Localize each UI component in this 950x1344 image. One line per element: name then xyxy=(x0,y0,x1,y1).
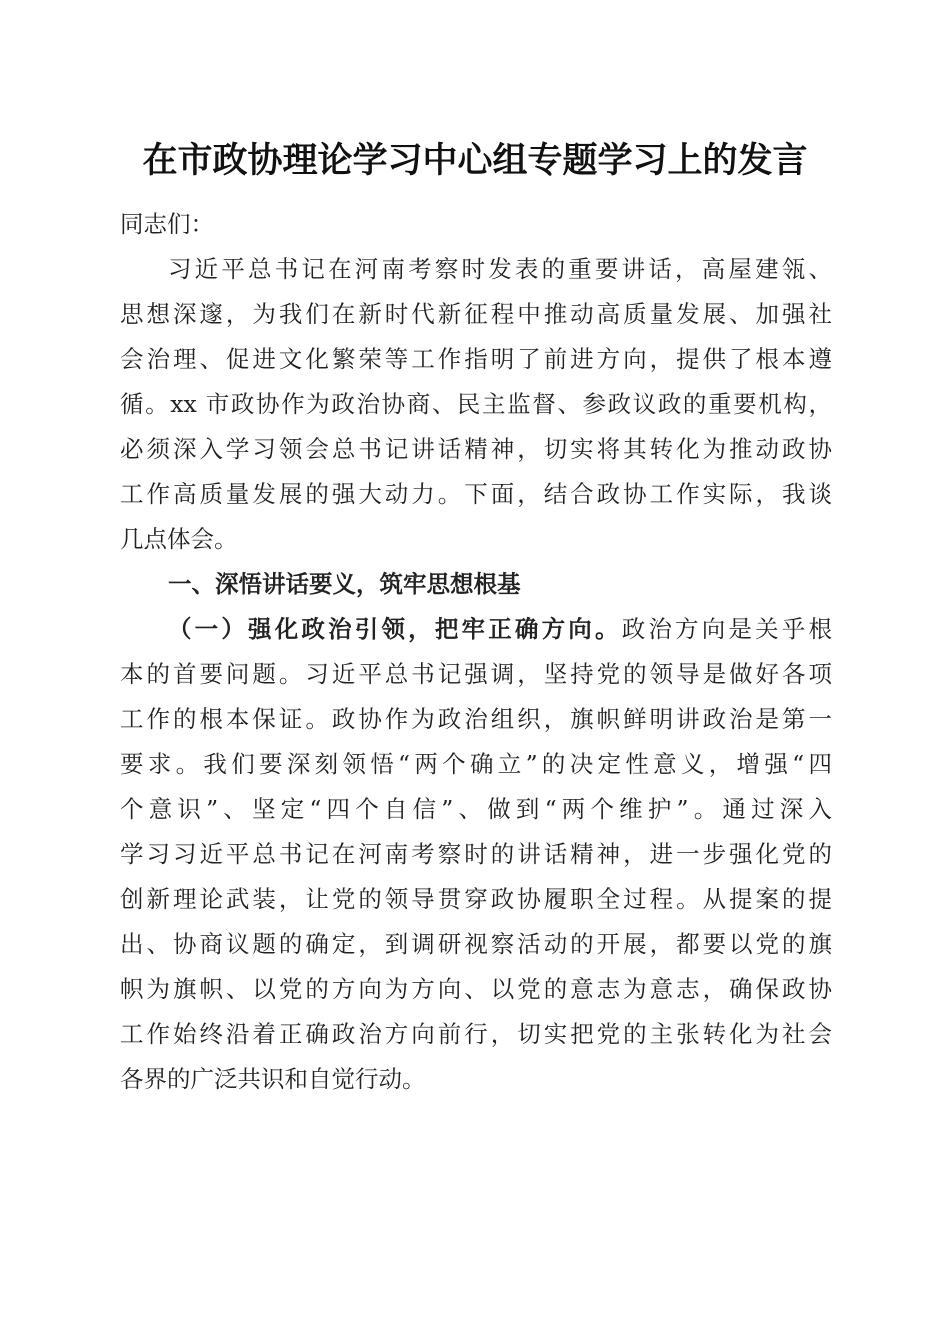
subsection-first-line xyxy=(120,607,832,652)
subsection-line-7: 创新理论武装，让党的领导贯穿政协履职全过程。从提案的提 xyxy=(120,885,832,913)
intro-line-2: 思想深邃，为我们在新时代新征程中推动高质量发展、加强社 xyxy=(120,300,832,328)
subsection-title: （一）强化政治引领，把牢正确方向。 xyxy=(168,615,622,643)
subsection-line-5: 个意识”、坚定“四个自信”、做到“两个维护”。通过深入 xyxy=(120,795,832,823)
subsection-line-10: 工作始终沿着正确政治方向前行，切实把党的主张转化为社会 xyxy=(120,1020,832,1048)
subsection-first-line-rest: 政治方向是关乎根 xyxy=(621,615,832,643)
subsection-line-4: 要求。我们要深刻领悟“两个确立”的决定性意义，增强“四 xyxy=(120,750,832,778)
subsection-line-3: 工作的根本保证。政协作为政治组织，旗帜鲜明讲政治是第一 xyxy=(120,705,832,733)
subsection-line-11: 各界的广泛共识和自觉行动。 xyxy=(120,1065,426,1093)
intro-line-7: 几点体会。 xyxy=(120,525,238,553)
intro-line-5: 必须深入学习领会总书记讲话精神，切实将其转化为推动政协 xyxy=(120,435,832,463)
document-title: 在市政协理论学习中心组专题学习上的发言 xyxy=(142,140,808,181)
subsection-line-8: 出、协商议题的确定，到调研视察活动的开展，都要以党的旗 xyxy=(120,930,832,958)
subsection-line-6: 学习习近平总书记在河南考察时的讲话精神，进一步强化党的 xyxy=(120,840,832,868)
section-heading: 一、深悟讲话要义，筑牢思想根基 xyxy=(168,570,521,598)
intro-line-1: 习近平总书记在河南考察时发表的重要讲话，高屋建瓴、 xyxy=(168,255,832,283)
subsection-line-2: 本的首要问题。习近平总书记强调，坚持党的领导是做好各项 xyxy=(120,660,832,688)
salutation: 同志们： xyxy=(120,210,214,238)
intro-line-4: 循。xx 市政协作为政治协商、民主监督、参政议政的重要机构， xyxy=(120,390,832,418)
intro-line-6: 工作高质量发展的强大动力。下面，结合政协工作实际，我谈 xyxy=(120,480,832,508)
intro-line-3: 会治理、促进文化繁荣等工作指明了前进方向，提供了根本遵 xyxy=(120,345,832,373)
subsection-line-9: 帜为旗帜、以党的方向为方向、以党的意志为意志，确保政协 xyxy=(120,975,832,1003)
document-body xyxy=(120,202,832,1102)
